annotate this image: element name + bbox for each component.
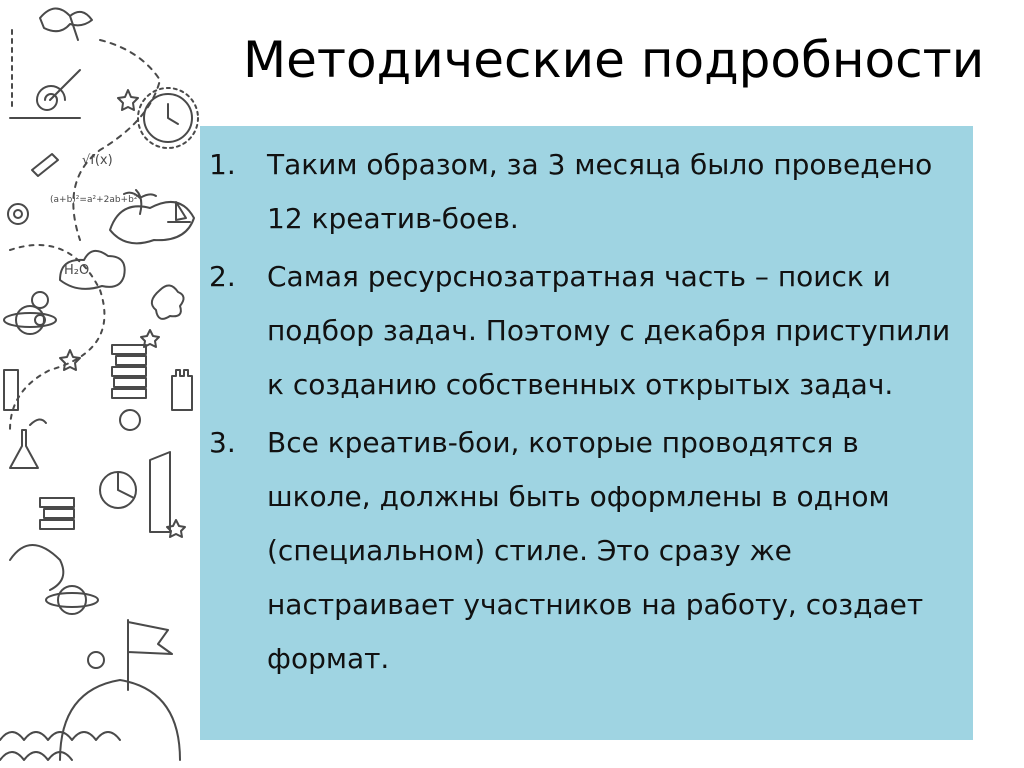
- flask-icon: [10, 419, 46, 468]
- planet-icon: [4, 306, 56, 334]
- doodle-border: [0, 0, 200, 768]
- castle-icon: [4, 370, 192, 410]
- list-item: [200, 138, 973, 246]
- list-item-number: 3.: [209, 426, 236, 459]
- content-panel: [200, 126, 973, 740]
- star-icon: [60, 90, 185, 537]
- doodle-root: √f(x): [82, 153, 113, 168]
- list-item-text: Самая ресурснозатратная часть – поиск и подбор задач. Поэтому с декабря приступили к созданию собственных открытых задач.: [267, 260, 951, 401]
- list-item-number: 2.: [209, 260, 236, 293]
- doodle-water: H₂O: [64, 263, 90, 278]
- bird-icon: [40, 8, 92, 40]
- list-item-text: Все креатив-бои, которые проводятся в школе, должны быть оформлены в одном (специальном) стиле. Это сразу же настраивает участников на работу, создает формат.: [267, 426, 924, 675]
- gear-icon: [8, 204, 28, 224]
- pie-chart-icon: [100, 472, 136, 508]
- list-item-text: Таким образом, за 3 месяца было проведено 12 креатив-боев.: [267, 148, 933, 235]
- list-item: [200, 416, 973, 686]
- clock-icon: [138, 88, 198, 148]
- numbered-list: [200, 138, 973, 690]
- list-item-number: 1.: [209, 148, 236, 181]
- list-item: [200, 250, 973, 412]
- doodle-formula: (a+b)²=a²+2ab+b²: [50, 195, 138, 205]
- book-stack-icon: [40, 345, 146, 529]
- slide-title: Методические подробности: [243, 31, 985, 89]
- flag-icon: [128, 620, 172, 690]
